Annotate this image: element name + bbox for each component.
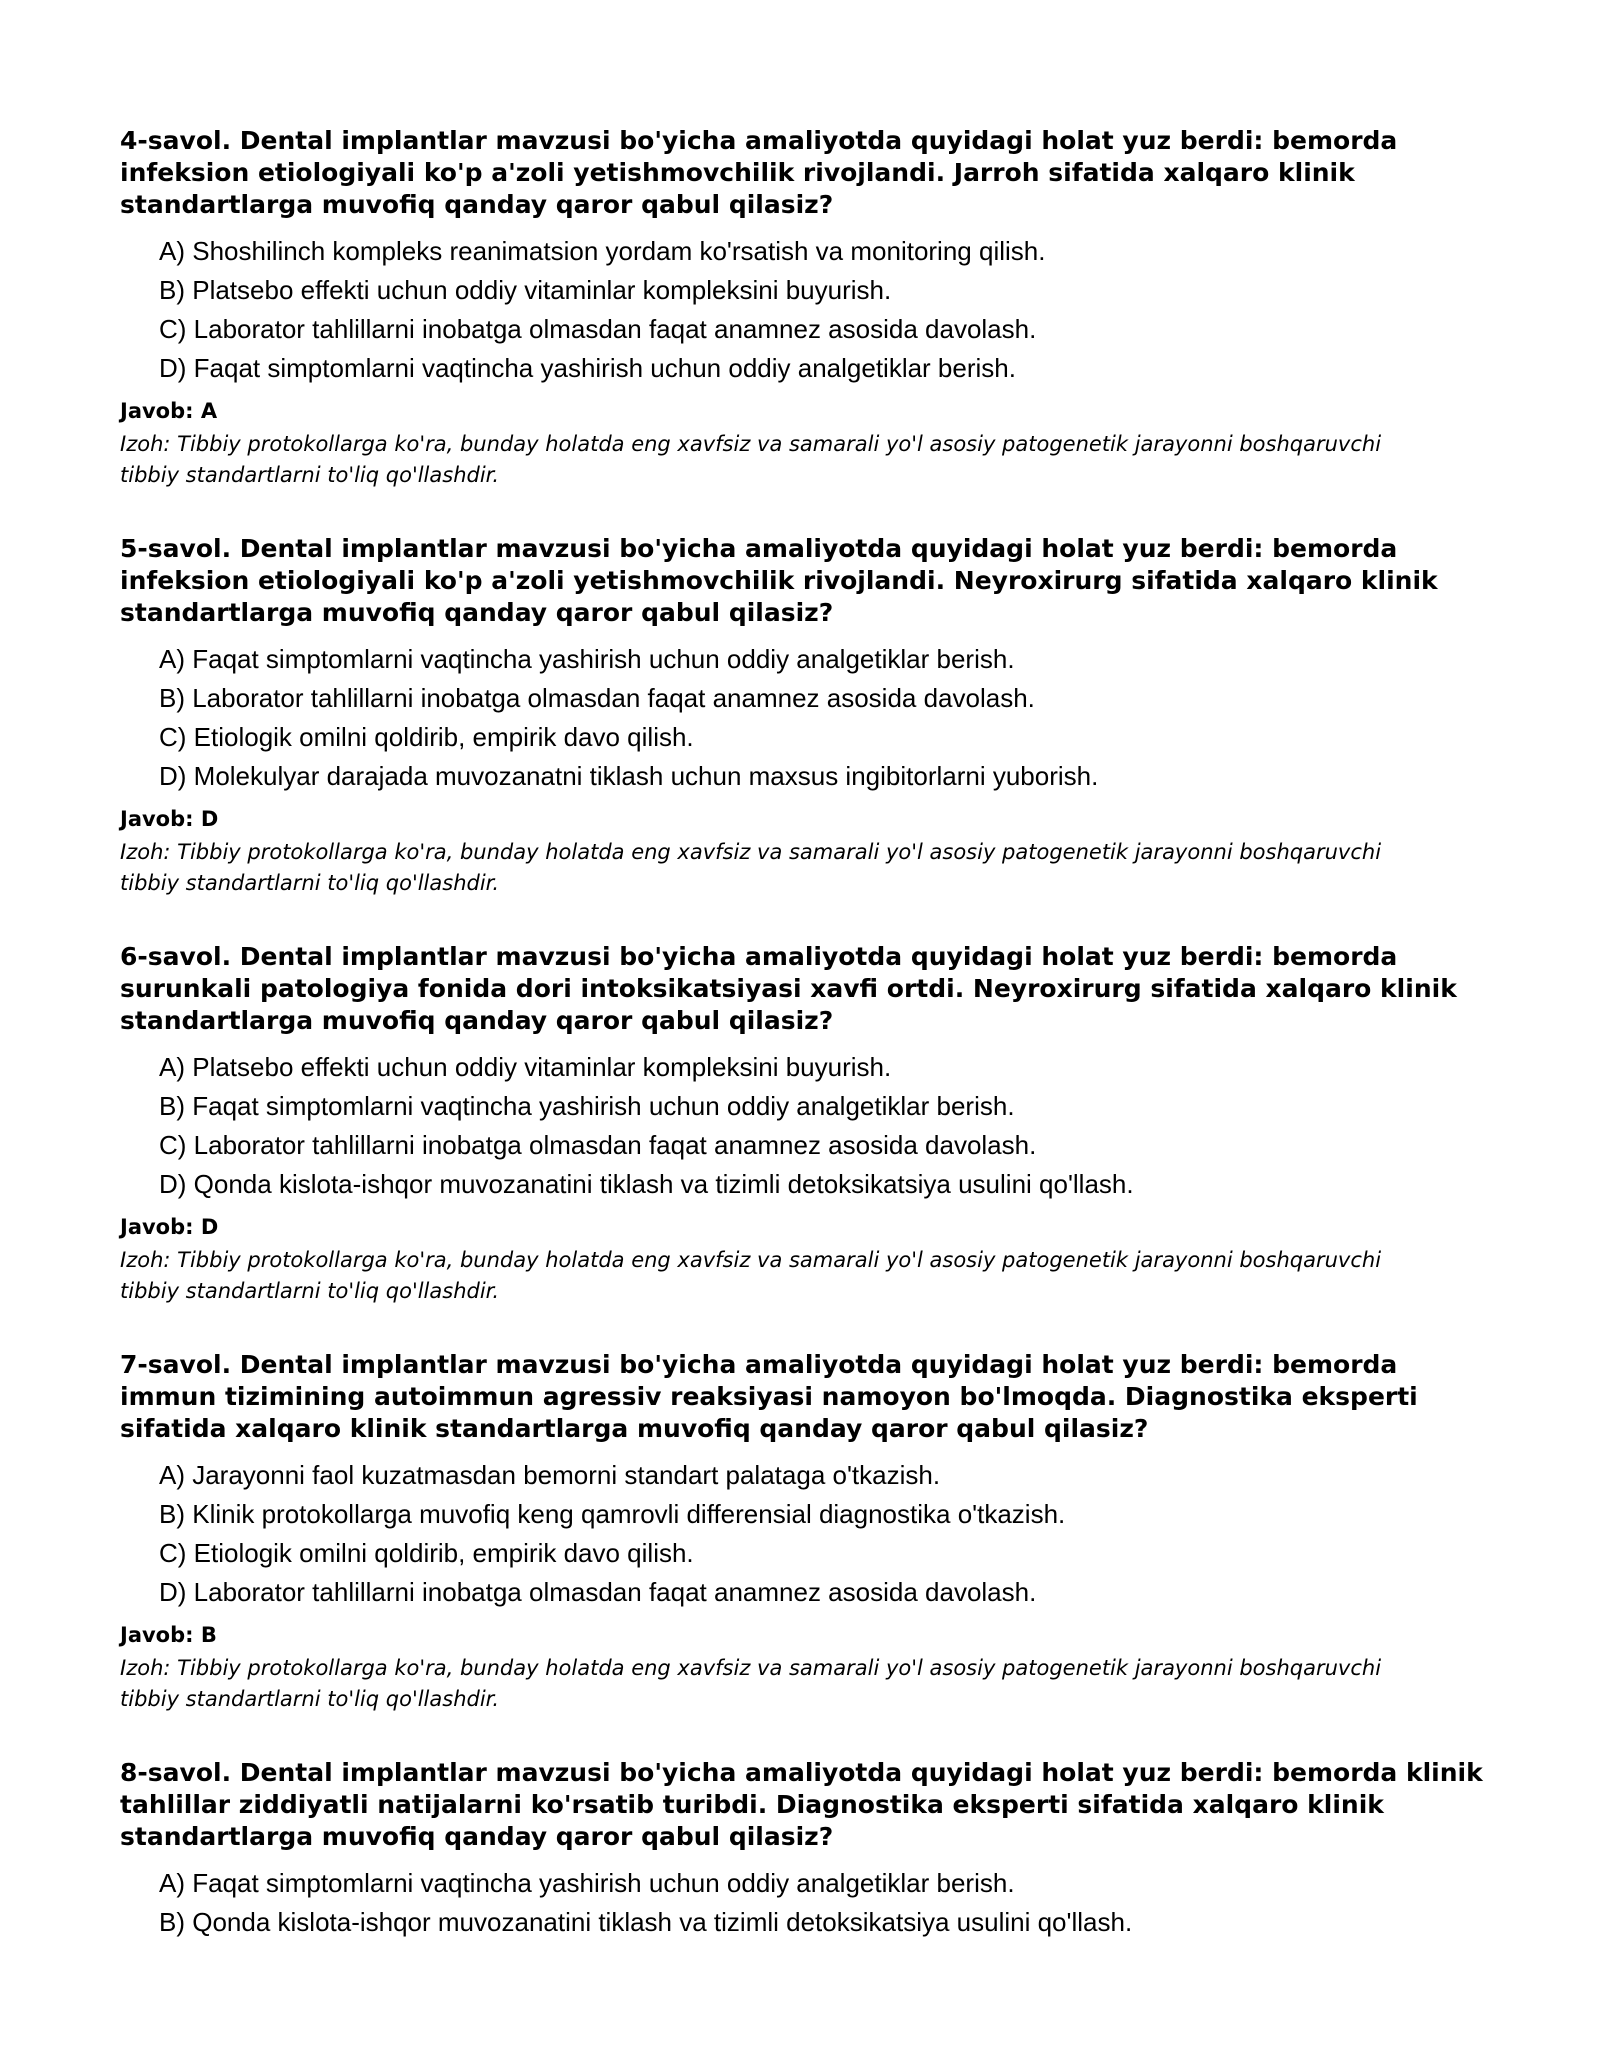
option-b: B) Faqat simptomlarni vaqtincha yashirish uchun oddiy analgetiklar berish. xyxy=(159,1091,1015,1121)
question-block xyxy=(120,125,1500,491)
question-title: 5-savol. Dental implantlar mavzusi bo'yicha amaliyotda quyidagi holat yuz berdi: bemorda infeksion etiologiyali ko'p a'zoli yetishmovchilik rivojlandi. Neyroxirurg sifatida xalqaro klinik standartlarga muvofiq qanday qaror qabul qilasiz? xyxy=(120,534,1438,627)
answer-label: Javob: A xyxy=(120,399,218,423)
option-d: D) Faqat simptomlarni vaqtincha yashirish uchun oddiy analgetiklar berish. xyxy=(159,353,1016,383)
options-list xyxy=(120,1048,1500,1204)
question-title: 4-savol. Dental implantlar mavzusi bo'yicha amaliyotda quyidagi holat yuz berdi: bemorda infeksion etiologiyali ko'p a'zoli yetishmovchilik rivojlandi. Jarroh sifatida xalqaro klinik standartlarga muvofiq qanday qaror qabul qilasiz? xyxy=(120,126,1398,219)
explanation-text: Izoh: Tibbiy protokollarga ko'ra, bunday holatda eng xavfsiz va samarali yo'l asosiy patogenetik jarayonni boshqaruvchi tibbiy standartlarni to'liq qo'llashdir. xyxy=(120,1248,1382,1303)
answer-label: Javob: D xyxy=(120,807,219,831)
option-d: D) Molekulyar darajada muvozanatni tiklash uchun maxsus ingibitorlarni yuborish. xyxy=(159,761,1099,791)
answer-label: Javob: D xyxy=(120,1215,219,1239)
option-a: A) Faqat simptomlarni vaqtincha yashirish uchun oddiy analgetiklar berish. xyxy=(159,644,1015,674)
option-a: A) Shoshilinch kompleks reanimatsion yordam ko'rsatish va monitoring qilish. xyxy=(159,236,1046,266)
option-b: B) Klinik protokollarga muvofiq keng qamrovli differensial diagnostika o'tkazish. xyxy=(159,1499,1066,1529)
options-list xyxy=(120,640,1500,796)
option-b: B) Laborator tahlillarni inobatga olmasdan faqat anamnez asosida davolash. xyxy=(159,683,1035,713)
question-block xyxy=(120,941,1500,1307)
option-c: C) Etiologik omilni qoldirib, empirik davo qilish. xyxy=(159,722,694,752)
option-c: C) Etiologik omilni qoldirib, empirik davo qilish. xyxy=(159,1538,694,1568)
explanation-text: Izoh: Tibbiy protokollarga ko'ra, bunday holatda eng xavfsiz va samarali yo'l asosiy patogenetik jarayonni boshqaruvchi tibbiy standartlarni to'liq qo'llashdir. xyxy=(120,432,1382,487)
question-block xyxy=(120,1349,1500,1715)
explanation-text: Izoh: Tibbiy protokollarga ko'ra, bunday holatda eng xavfsiz va samarali yo'l asosiy patogenetik jarayonni boshqaruvchi tibbiy standartlarni to'liq qo'llashdir. xyxy=(120,1656,1382,1711)
option-a: A) Jarayonni faol kuzatmasdan bemorni standart palataga o'tkazish. xyxy=(159,1460,941,1490)
question-title: 7-savol. Dental implantlar mavzusi bo'yicha amaliyotda quyidagi holat yuz berdi: bemorda immun tizimining autoimmun agressiv reaksiyasi namoyon bo'lmoqda. Diagnostika eksperti sifatida xalqaro klinik standartlarga muvofiq qanday qaror qabul qilasiz? xyxy=(120,1350,1418,1443)
question-block xyxy=(120,1757,1500,1942)
option-c: C) Laborator tahlillarni inobatga olmasdan faqat anamnez asosida davolash. xyxy=(159,1130,1037,1160)
option-a: A) Faqat simptomlarni vaqtincha yashirish uchun oddiy analgetiklar berish. xyxy=(159,1868,1015,1898)
document-page xyxy=(120,125,1500,1984)
question-block xyxy=(120,533,1500,899)
option-d: D) Qonda kislota-ishqor muvozanatini tiklash va tizimli detoksikatsiya usulini qo'llash. xyxy=(159,1169,1134,1199)
options-list xyxy=(120,1456,1500,1612)
options-list xyxy=(120,232,1500,388)
question-title: 6-savol. Dental implantlar mavzusi bo'yicha amaliyotda quyidagi holat yuz berdi: bemorda surunkali patologiya fonida dori intoksikatsiyasi xavfi ortdi. Neyroxirurg sifatida xalqaro klinik standartlarga muvofiq qanday qaror qabul qilasiz? xyxy=(120,942,1457,1035)
option-c: C) Laborator tahlillarni inobatga olmasdan faqat anamnez asosida davolash. xyxy=(159,314,1037,344)
option-b: B) Platsebo effekti uchun oddiy vitaminlar kompleksini buyurish. xyxy=(159,275,892,305)
explanation-text: Izoh: Tibbiy protokollarga ko'ra, bunday holatda eng xavfsiz va samarali yo'l asosiy patogenetik jarayonni boshqaruvchi tibbiy standartlarni to'liq qo'llashdir. xyxy=(120,840,1382,895)
options-list xyxy=(120,1864,1500,1942)
option-d: D) Laborator tahlillarni inobatga olmasdan faqat anamnez asosida davolash. xyxy=(159,1577,1037,1607)
answer-label: Javob: B xyxy=(120,1623,217,1647)
option-a: A) Platsebo effekti uchun oddiy vitaminlar kompleksini buyurish. xyxy=(159,1052,892,1082)
question-title: 8-savol. Dental implantlar mavzusi bo'yicha amaliyotda quyidagi holat yuz berdi: bemorda klinik tahlillar ziddiyatli natijalarni ko'rsatib turibdi. Diagnostika eksperti sifatida xalqaro klinik standartlarga muvofiq qanday qaror qabul qilasiz? xyxy=(120,1758,1483,1851)
option-b: B) Qonda kislota-ishqor muvozanatini tiklash va tizimli detoksikatsiya usulini qo'llash. xyxy=(159,1907,1133,1937)
